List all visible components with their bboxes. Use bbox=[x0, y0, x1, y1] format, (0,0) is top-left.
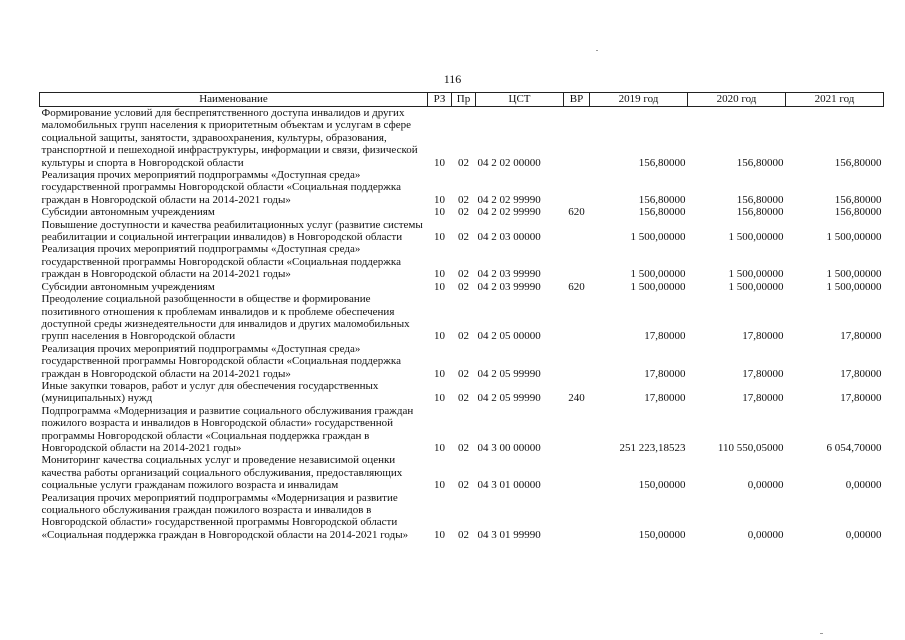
header-name: Наименование bbox=[40, 93, 428, 107]
row-name: Подпрограмма «Модернизация и развитие социального обслуживания граждан пожилого возраста и инвалидов в Новгородской области» государственной программы Новгородской области «Социальная поддержка граждан в Новгородской области на 2014-2021 годы» bbox=[41, 404, 414, 454]
row-rz: 10 bbox=[434, 392, 445, 405]
row-value-2020: 156,80000 bbox=[736, 156, 784, 169]
row-value-2021: 17,80000 bbox=[840, 330, 882, 343]
row-vr bbox=[564, 169, 590, 206]
table-row bbox=[40, 454, 884, 491]
row-value-2020: 156,80000 bbox=[736, 193, 784, 206]
row-rz: 10 bbox=[434, 330, 445, 343]
row-value-2019: 156,80000 bbox=[638, 193, 686, 206]
header-2019: 2019 год bbox=[590, 93, 688, 107]
row-rz: 10 bbox=[434, 479, 445, 492]
row-vr bbox=[564, 107, 590, 170]
row-cst: 04 2 02 00000 bbox=[477, 156, 541, 169]
row-vr: 620 bbox=[568, 206, 585, 219]
row-rz: 10 bbox=[434, 367, 445, 380]
row-value-2020: 1 500,00000 bbox=[728, 280, 784, 293]
row-value-2020: 156,80000 bbox=[736, 206, 784, 219]
row-vr: 620 bbox=[568, 280, 585, 293]
row-vr bbox=[564, 219, 590, 244]
row-cst: 04 2 05 00000 bbox=[477, 330, 541, 343]
row-name: Реализация прочих мероприятий подпрограммы «Доступная среда» государственной программы Новгородской области «Социальная поддержка граждан в Новгородской области на 2014-2021 годы» bbox=[41, 169, 401, 206]
row-value-2020: 17,80000 bbox=[742, 367, 784, 380]
page-number: 116 bbox=[443, 72, 462, 86]
row-value-2021: 1 500,00000 bbox=[826, 231, 882, 244]
table-row bbox=[40, 169, 884, 206]
table-row bbox=[40, 206, 884, 218]
row-value-2019: 1 500,00000 bbox=[630, 231, 686, 244]
row-vr bbox=[564, 343, 590, 380]
row-value-2021: 156,80000 bbox=[834, 193, 882, 206]
row-value-2020: 110 550,05000 bbox=[717, 441, 784, 454]
scan-speck bbox=[820, 633, 823, 634]
header-pr: Пр bbox=[452, 93, 476, 107]
row-value-2019: 1 500,00000 bbox=[630, 280, 686, 293]
row-value-2019: 17,80000 bbox=[644, 392, 686, 405]
row-value-2019: 150,00000 bbox=[638, 528, 686, 541]
row-cst: 04 3 01 99990 bbox=[477, 528, 541, 541]
row-value-2020: 0,00000 bbox=[747, 479, 784, 492]
row-rz: 10 bbox=[434, 193, 445, 206]
row-cst: 04 2 03 99990 bbox=[477, 280, 541, 293]
row-value-2020: 0,00000 bbox=[747, 528, 784, 541]
row-rz: 10 bbox=[434, 206, 445, 219]
row-value-2021: 6 054,70000 bbox=[826, 441, 882, 454]
row-pr: 02 bbox=[458, 441, 469, 454]
row-value-2021: 0,00000 bbox=[845, 528, 882, 541]
row-rz: 10 bbox=[434, 231, 445, 244]
row-pr: 02 bbox=[458, 268, 469, 281]
row-cst: 04 2 03 99990 bbox=[477, 268, 541, 281]
row-cst: 04 2 03 00000 bbox=[477, 231, 541, 244]
row-value-2020: 17,80000 bbox=[742, 392, 784, 405]
row-rz: 10 bbox=[434, 528, 445, 541]
row-cst: 04 3 01 00000 bbox=[477, 479, 541, 492]
row-vr bbox=[564, 492, 590, 542]
row-pr: 02 bbox=[458, 156, 469, 169]
row-cst: 04 2 05 99990 bbox=[477, 367, 541, 380]
row-value-2019: 156,80000 bbox=[638, 156, 686, 169]
row-cst: 04 2 02 99990 bbox=[477, 206, 541, 219]
table-row bbox=[40, 492, 884, 542]
row-rz: 10 bbox=[434, 441, 445, 454]
row-name: Иные закупки товаров, работ и услуг для обеспечения государственных (муниципальных) нужд bbox=[41, 379, 379, 405]
header-cst: ЦСТ bbox=[476, 93, 564, 107]
table-row bbox=[40, 380, 884, 405]
row-vr: 240 bbox=[568, 392, 585, 405]
row-cst: 04 2 02 99990 bbox=[477, 193, 541, 206]
table-header-row bbox=[40, 93, 884, 107]
header-rz: РЗ bbox=[428, 93, 452, 107]
row-pr: 02 bbox=[458, 392, 469, 405]
row-cst: 04 3 00 00000 bbox=[477, 441, 541, 454]
table-row bbox=[40, 243, 884, 280]
row-rz: 10 bbox=[434, 280, 445, 293]
budget-table bbox=[39, 92, 884, 541]
row-rz: 10 bbox=[434, 268, 445, 281]
row-pr: 02 bbox=[458, 280, 469, 293]
row-value-2020: 1 500,00000 bbox=[728, 231, 784, 244]
row-pr: 02 bbox=[458, 193, 469, 206]
row-value-2021: 156,80000 bbox=[834, 206, 882, 219]
row-name: Преодоление социальной разобщенности в обществе и формирование позитивного отношения к проблемам инвалидов и к проблеме обеспечения доступной среды жизнедеятельности для инвалидов и других маломобильных групп населения в Новгородской области bbox=[41, 293, 410, 343]
table-row bbox=[40, 293, 884, 343]
header-vr: ВР bbox=[564, 93, 590, 107]
row-value-2019: 1 500,00000 bbox=[630, 268, 686, 281]
row-value-2021: 156,80000 bbox=[834, 156, 882, 169]
row-value-2019: 17,80000 bbox=[644, 367, 686, 380]
row-name: Субсидии автономным учреждениям bbox=[41, 206, 215, 219]
row-value-2021: 17,80000 bbox=[840, 367, 882, 380]
row-name: Реализация прочих мероприятий подпрограммы «Доступная среда» государственной программы Новгородской области «Социальная поддержка граждан в Новгородской области на 2014-2021 годы» bbox=[41, 342, 401, 380]
row-rz: 10 bbox=[434, 156, 445, 169]
row-value-2020: 17,80000 bbox=[742, 330, 784, 343]
row-pr: 02 bbox=[458, 367, 469, 380]
row-value-2021: 0,00000 bbox=[845, 479, 882, 492]
row-value-2019: 156,80000 bbox=[638, 206, 686, 219]
row-name: Мониторинг качества социальных услуг и проведение независимой оценки качества работы организаций социального обслуживания, предоставляющих социальные услуги гражданам пожилого возраста и инвалидам bbox=[41, 454, 403, 492]
row-name: Реализация прочих мероприятий подпрограммы «Доступная среда» государственной программы Новгородской области «Социальная поддержка граждан в Новгородской области на 2014-2021 годы» bbox=[41, 243, 401, 281]
row-vr bbox=[564, 454, 590, 491]
row-cst: 04 2 05 99990 bbox=[477, 392, 541, 405]
table-row bbox=[40, 343, 884, 380]
table-row bbox=[40, 107, 884, 170]
row-pr: 02 bbox=[458, 479, 469, 492]
row-value-2021: 1 500,00000 bbox=[826, 280, 882, 293]
row-vr bbox=[564, 293, 590, 343]
row-value-2019: 150,00000 bbox=[638, 479, 686, 492]
row-value-2019: 17,80000 bbox=[644, 330, 686, 343]
table-body bbox=[40, 107, 884, 542]
row-vr bbox=[564, 243, 590, 280]
row-value-2021: 17,80000 bbox=[840, 392, 882, 405]
row-pr: 02 bbox=[458, 206, 469, 219]
row-pr: 02 bbox=[458, 528, 469, 541]
row-name: Реализация прочих мероприятий подпрограммы «Модернизация и развитие социального обслуживания граждан пожилого возраста и инвалидов в Новгородской области» государственной программы Новгородской области «Социальная поддержка граждан в Новгородской области на 2014-2021 годы» bbox=[41, 491, 409, 541]
scan-speck bbox=[596, 50, 598, 51]
row-vr bbox=[564, 405, 590, 455]
header-2020: 2020 год bbox=[688, 93, 786, 107]
row-name: Повышение доступности и качества реабилитационных услуг (развитие системы реабилитации и социальной интеграции инвалидов) в Новгородской области bbox=[41, 218, 423, 244]
table-row bbox=[40, 219, 884, 244]
row-name: Формирование условий для беспрепятственного доступа инвалидов и других маломобильных групп населения к приоритетным объектам и услугам в сфере социальной защиты, занятости, здравоохранения, культуры, образования, транспортной и пешеходной инфраструктуры, информации и связи, физической культуры и спорта в Новгородской области bbox=[41, 107, 418, 169]
row-value-2019: 251 223,18523 bbox=[619, 441, 686, 454]
header-2021: 2021 год bbox=[786, 93, 884, 107]
table-row bbox=[40, 281, 884, 293]
row-pr: 02 bbox=[458, 231, 469, 244]
row-name: Субсидии автономным учреждениям bbox=[41, 280, 215, 293]
row-pr: 02 bbox=[458, 330, 469, 343]
table-row bbox=[40, 405, 884, 455]
row-value-2021: 1 500,00000 bbox=[826, 268, 882, 281]
row-value-2020: 1 500,00000 bbox=[728, 268, 784, 281]
